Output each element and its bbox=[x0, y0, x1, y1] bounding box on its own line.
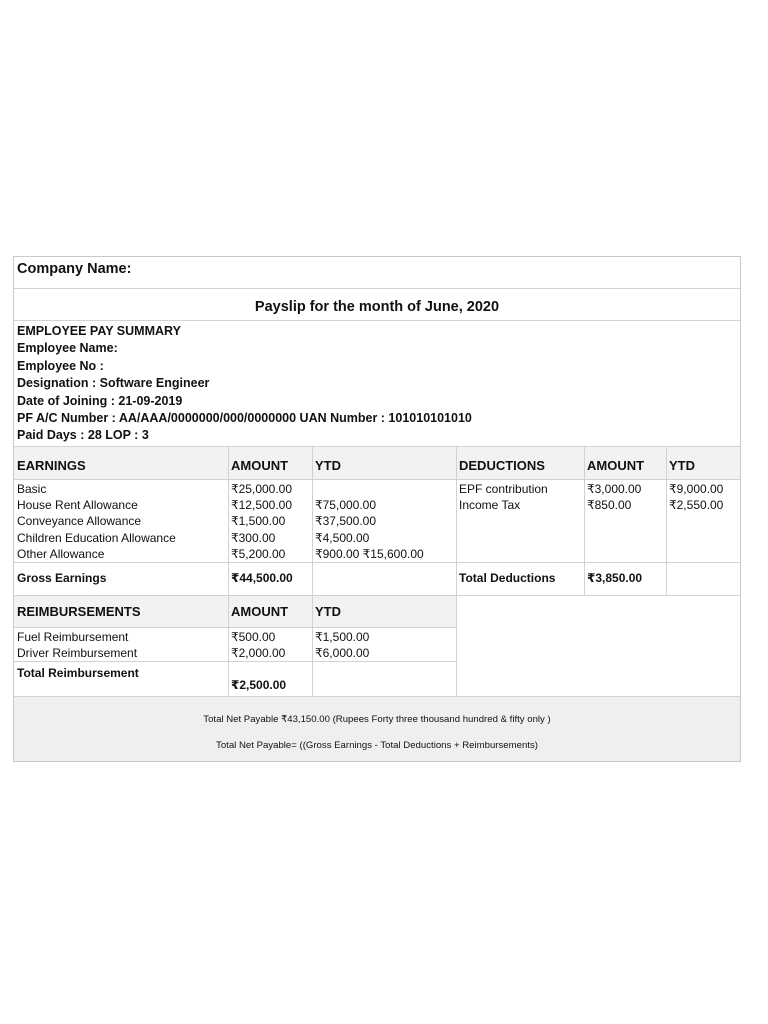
total-net-payable: Total Net Payable ₹43,150.00 (Rupees Forty three thousand hundred & fifty only ) bbox=[203, 714, 551, 725]
reimbursement-amounts bbox=[231, 629, 285, 661]
earning-ytd: ₹37,500.00 bbox=[315, 514, 377, 529]
deduction-labels bbox=[459, 481, 548, 513]
deduction-label: EPF contribution bbox=[459, 482, 548, 496]
earning-ytd: ₹900.00 ₹15,600.00 bbox=[315, 546, 424, 561]
earnings-labels bbox=[17, 481, 176, 562]
earning-ytd bbox=[315, 481, 424, 497]
reimbursement-label: Driver Reimbursement bbox=[17, 646, 138, 661]
reimbursement-ytd-value: ₹6,000.00 bbox=[315, 646, 370, 661]
earning-amount: ₹25,000.00 bbox=[231, 482, 293, 496]
date-of-joining: Date of Joining : 21-09-2019 bbox=[17, 393, 183, 408]
earning-label: Other Allowance bbox=[17, 546, 105, 561]
deduction-ytd bbox=[669, 481, 723, 513]
deduction-amounts bbox=[587, 481, 641, 513]
earnings-amount-header: AMOUNT bbox=[231, 458, 289, 473]
deduction-label: Income Tax bbox=[459, 498, 521, 513]
employee-no: Employee No : bbox=[17, 358, 104, 373]
reimbursements-ytd-header: YTD bbox=[315, 604, 341, 619]
earning-label: Children Education Allowance bbox=[17, 530, 176, 545]
paid-days: Paid Days : 28 LOP : 3 bbox=[17, 428, 149, 443]
deduction-amount: ₹850.00 bbox=[587, 498, 632, 513]
earning-amount: ₹1,500.00 bbox=[231, 514, 286, 529]
total-reimbursement-amount: ₹2,500.00 bbox=[231, 678, 287, 692]
reimbursement-ytd-value: ₹1,500.00 bbox=[315, 630, 370, 644]
employee-pay-summary bbox=[14, 321, 740, 447]
earning-ytd: ₹75,000.00 bbox=[315, 498, 377, 513]
payslip-title: Payslip for the month of June, 2020 bbox=[14, 289, 740, 321]
employee-name: Employee Name: bbox=[17, 341, 118, 356]
total-deductions-amount: ₹3,850.00 bbox=[587, 571, 643, 585]
earning-amount: ₹5,200.00 bbox=[231, 546, 286, 561]
earnings-ytd-header: YTD bbox=[315, 458, 341, 473]
reimbursement-ytd bbox=[315, 629, 369, 661]
earning-amount: ₹300.00 bbox=[231, 530, 276, 545]
earning-ytd: ₹4,500.00 bbox=[315, 530, 370, 545]
deductions-header: DEDUCTIONS bbox=[459, 458, 545, 473]
reimbursements-header: REIMBURSEMENTS bbox=[17, 604, 141, 619]
payslip bbox=[13, 256, 741, 762]
earning-amount: ₹12,500.00 bbox=[231, 498, 293, 513]
reimbursements-amount-header: AMOUNT bbox=[231, 604, 289, 619]
summary-heading: EMPLOYEE PAY SUMMARY bbox=[17, 324, 181, 338]
designation: Designation : Software Engineer bbox=[17, 376, 210, 391]
earnings-ytd bbox=[315, 481, 424, 562]
gross-earnings-label: Gross Earnings bbox=[17, 571, 107, 585]
deduction-ytd-value: ₹9,000.00 bbox=[669, 482, 724, 496]
total-reimbursement-label: Total Reimbursement bbox=[17, 666, 139, 680]
earnings-deductions-grid bbox=[14, 447, 740, 697]
total-deductions-label: Total Deductions bbox=[459, 571, 556, 585]
reimbursement-amount: ₹2,000.00 bbox=[231, 646, 286, 661]
pf-uan-number: PF A/C Number : AA/AAA/0000000/000/0000000 UAN Number : 101010101010 bbox=[17, 411, 472, 426]
earnings-amounts bbox=[231, 481, 292, 562]
reimbursement-amount: ₹500.00 bbox=[231, 630, 276, 644]
earning-label: Conveyance Allowance bbox=[17, 514, 142, 529]
earning-label: House Rent Allowance bbox=[17, 498, 138, 513]
net-payable-formula: Total Net Payable= ((Gross Earnings - Total Deductions + Reimbursements) bbox=[216, 740, 538, 751]
deductions-amount-header: AMOUNT bbox=[587, 458, 645, 473]
deduction-amount: ₹3,000.00 bbox=[587, 482, 642, 496]
reimbursement-labels bbox=[17, 629, 137, 661]
gross-earnings-amount: ₹44,500.00 bbox=[231, 571, 293, 585]
reimbursement-label: Fuel Reimbursement bbox=[17, 630, 129, 644]
net-payable-footer bbox=[14, 697, 740, 761]
earning-label: Basic bbox=[17, 482, 47, 496]
deduction-ytd-value: ₹2,550.00 bbox=[669, 498, 724, 513]
company-name: Company Name: bbox=[14, 257, 740, 289]
earnings-header: EARNINGS bbox=[17, 458, 86, 473]
deductions-ytd-header: YTD bbox=[669, 458, 695, 473]
